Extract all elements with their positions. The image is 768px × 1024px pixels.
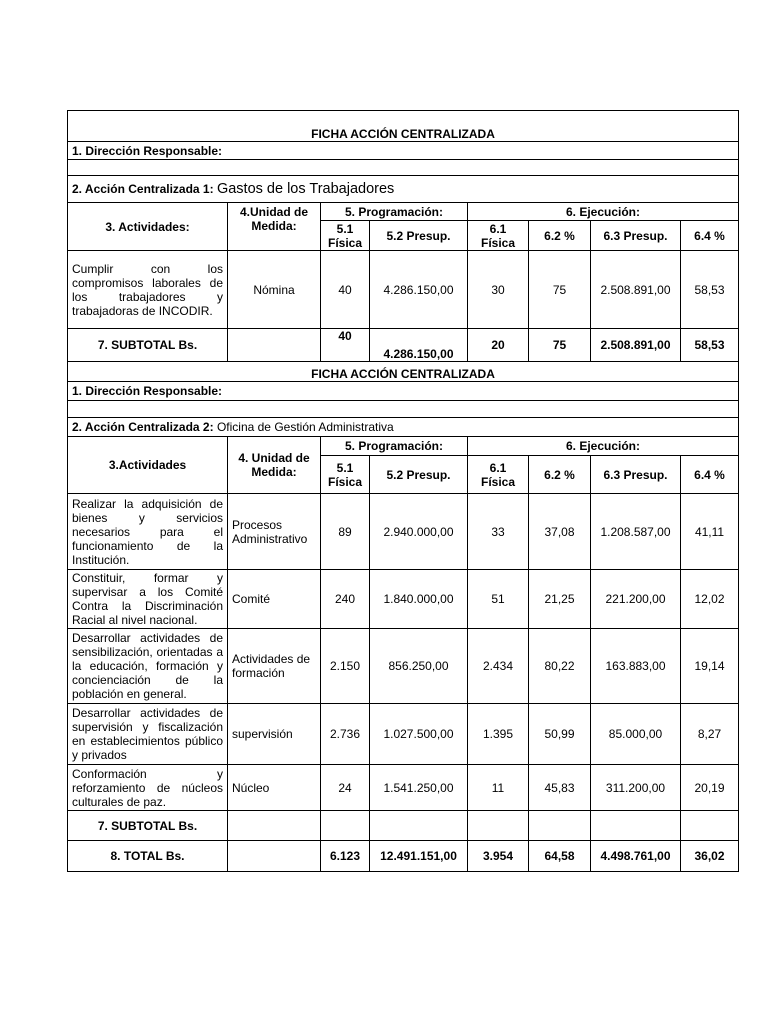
pct-cell: 50,99 [529,704,591,765]
section1-header-programacion: 5. Programación: [321,203,468,221]
fisica-ejec-cell: 33 [468,494,529,570]
section1-header-presup-prog: 5.2 Presup. [370,221,468,251]
section2-accion-value: Oficina de Gestión Administrativa [216,420,394,434]
subtotal-pct2: 58,53 [681,329,739,362]
section2-header-fisica-prog: 5.1 Física [321,456,370,494]
presup-prog-cell: 1.541.250,00 [370,765,468,811]
table-row [68,251,739,329]
presup-ejec-cell: 85.000,00 [591,704,681,765]
pct2-cell: 12,02 [681,570,739,629]
subtotal-presup-ejec: 2.508.891,00 [591,329,681,362]
pct-cell: 80,22 [529,629,591,704]
section1-accion-value: Gastos de los Trabajadores [216,181,395,197]
pct2-cell: 41,11 [681,494,739,570]
pct-cell: 37,08 [529,494,591,570]
fisica-prog-cell: 89 [321,494,370,570]
section1-header-fisica-prog: 5.1 Física [321,221,370,251]
presup-ejec-cell: 163.883,00 [591,629,681,704]
subtotal-label: 7. SUBTOTAL Bs. [68,329,228,362]
fisica-ejec-cell: 51 [468,570,529,629]
pct-cell: 21,25 [529,570,591,629]
section2-header-presup-prog: 5.2 Presup. [370,456,468,494]
section1-header-fisica-ejec: 6.1 Física [468,221,529,251]
section1-header-pct: 6.2 % [529,221,591,251]
pct2-cell: 58,53 [681,251,739,329]
section1-header-actividades: 3. Actividades: [68,203,228,251]
presup-ejec-cell: 1.208.587,00 [591,494,681,570]
subtotal-empty-cell [591,811,681,841]
total-unit-cell [228,841,321,872]
activity-cell: Desarrollar actividades de sensibilización, orientadas a la educación, formación y concienciación de la población en general. [68,629,228,704]
total-row [68,841,739,872]
table-row [68,629,739,704]
ficha-table [67,110,739,872]
activity-cell: Constituir, formar y supervisar a los Comité Contra la Discriminación Racial al nivel nacional. [68,570,228,629]
section1-header-presup-ejec: 6.3 Presup. [591,221,681,251]
section1-direccion-label: 1. Dirección Responsable: [68,142,739,160]
unit-cell: Núcleo [228,765,321,811]
presup-prog-cell: 1.840.000,00 [370,570,468,629]
fisica-prog-cell: 40 [321,251,370,329]
total-pct: 64,58 [529,841,591,872]
total-fisica-ejec: 3.954 [468,841,529,872]
subtotal-empty-cell [321,811,370,841]
pct-cell: 45,83 [529,765,591,811]
section1-header-ejecucion: 6. Ejecución: [468,203,739,221]
subtotal-unit-cell [228,329,321,362]
subtotal-empty-cell [681,811,739,841]
pct2-cell: 19,14 [681,629,739,704]
total-pct2: 36,02 [681,841,739,872]
table-row [68,765,739,811]
fisica-ejec-cell: 30 [468,251,529,329]
table-row [68,494,739,570]
section2-header-actividades: 3.Actividades [68,437,228,494]
subtotal-label: 7. SUBTOTAL Bs. [68,811,228,841]
total-presup-prog: 12.491.151,00 [370,841,468,872]
subtotal-empty-cell [468,811,529,841]
subtotal-pct: 75 [529,329,591,362]
section1-accion-row [68,176,739,203]
fisica-prog-cell: 24 [321,765,370,811]
section1-accion-label: 2. Acción Centralizada 1: [72,182,214,196]
unit-cell: Procesos Administrativo [228,494,321,570]
section1-direccion-value [68,160,739,176]
fisica-prog-cell: 2.736 [321,704,370,765]
subtotal-presup-prog: 4.286.150,00 [370,329,468,362]
activity-cell: Conformación y reforzamiento de núcleos culturales de paz. [68,765,228,811]
section2-header-fisica-ejec: 6.1 Física [468,456,529,494]
table-row [68,570,739,629]
section2-title: FICHA ACCIÓN CENTRALIZADA [68,362,739,382]
total-fisica-prog: 6.123 [321,841,370,872]
activity-cell: Desarrollar actividades de supervisión y fiscalización en establecimientos público y privados [68,704,228,765]
section2-accion-label: 2. Acción Centralizada 2: [72,420,214,434]
presup-ejec-cell: 311.200,00 [591,765,681,811]
section2-header-pct: 6.2 % [529,456,591,494]
subtotal-empty-cell [529,811,591,841]
subtotal-empty-cell [228,811,321,841]
presup-prog-cell: 1.027.500,00 [370,704,468,765]
section2-header-programacion: 5. Programación: [321,437,468,456]
pct2-cell: 8,27 [681,704,739,765]
section2-accion-row [68,418,739,437]
presup-ejec-cell: 2.508.891,00 [591,251,681,329]
section2-direccion-label: 1. Dirección Responsable: [68,382,739,401]
fisica-prog-cell: 2.150 [321,629,370,704]
unit-cell: supervisión [228,704,321,765]
fisica-prog-cell: 240 [321,570,370,629]
subtotal-row [68,811,739,841]
unit-cell: Nómina [228,251,321,329]
section1-header-unidad: 4.Unidad de Medida: [228,203,321,251]
section2-header-unidad: 4. Unidad de Medida: [228,437,321,494]
presup-prog-cell: 4.286.150,00 [370,251,468,329]
fisica-ejec-cell: 2.434 [468,629,529,704]
total-presup-ejec: 4.498.761,00 [591,841,681,872]
total-label: 8. TOTAL Bs. [68,841,228,872]
section2-header-ejecucion: 6. Ejecución: [468,437,739,456]
presup-prog-cell: 856.250,00 [370,629,468,704]
section1-title: FICHA ACCIÓN CENTRALIZADA [68,111,739,142]
section1-header-pct2: 6.4 % [681,221,739,251]
presup-prog-cell: 2.940.000,00 [370,494,468,570]
activity-cell: Cumplir con los compromisos laborales de los trabajadores y trabajadoras de INCODIR. [68,251,228,329]
unit-cell: Actividades de formación [228,629,321,704]
fisica-ejec-cell: 11 [468,765,529,811]
section2-header-presup-ejec: 6.3 Presup. [591,456,681,494]
unit-cell: Comité [228,570,321,629]
section2-header-pct2: 6.4 % [681,456,739,494]
subtotal-fisica-prog: 40 [321,329,370,362]
section2-direccion-value [68,401,739,418]
table-row [68,704,739,765]
presup-ejec-cell: 221.200,00 [591,570,681,629]
fisica-ejec-cell: 1.395 [468,704,529,765]
subtotal-fisica-ejec: 20 [468,329,529,362]
subtotal-empty-cell [370,811,468,841]
pct2-cell: 20,19 [681,765,739,811]
subtotal-row [68,329,739,362]
activity-cell: Realizar la adquisición de bienes y servicios necesarios para el funcionamiento de la Institución. [68,494,228,570]
pct-cell: 75 [529,251,591,329]
